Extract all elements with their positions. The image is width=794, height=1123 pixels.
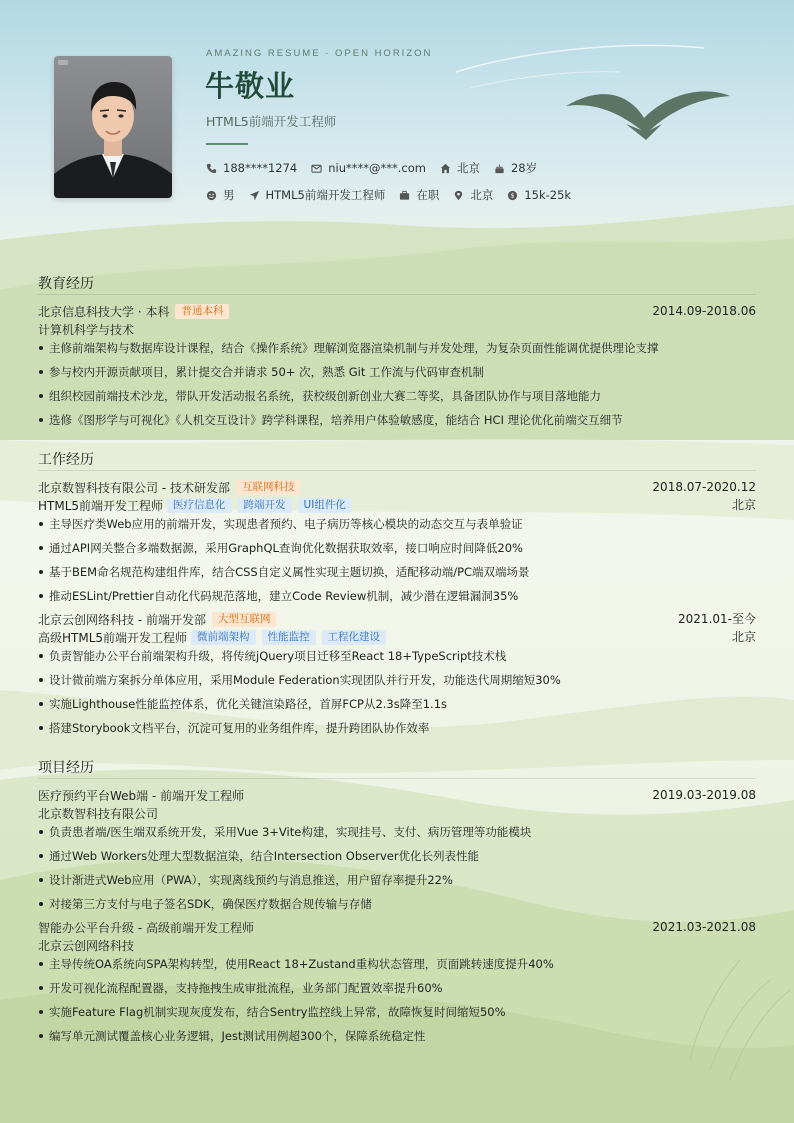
work-city: 北京 (731, 498, 756, 512)
list-item: 选修《图形学与可视化》《人机交互设计》跨学科课程，培养用户体验敏感度，能结合 HCI 理论优化前端交互细节 (38, 408, 756, 432)
cake-icon (494, 163, 505, 174)
school-type-tag: 普通本科 (175, 304, 229, 319)
list-item: 搭建Storybook文档平台，沉淀可复用的业务组件库，提升跨团队协作效率 (38, 716, 756, 740)
location-item (440, 160, 480, 176)
work-date: 2021.01-至今 (678, 612, 756, 626)
education-bullets (38, 336, 756, 432)
age-text: 28岁 (510, 161, 538, 175)
role-name: 高级HTML5前端开发工程师 (38, 630, 188, 645)
target-position-item (249, 187, 386, 203)
age-item (494, 160, 537, 176)
list-item: 开发可视化流程配置器，支持拖拽生成审批流程，业务部门配置效率提升60% (38, 976, 756, 1000)
work-bullets (38, 644, 756, 740)
list-item: 设计微前端方案拆分单体应用，采用Module Federation实现团队并行开发，功能迭代周期缩短30% (38, 668, 756, 692)
email-item (311, 161, 426, 175)
skill-tag: 工程化建设 (322, 630, 387, 645)
send-icon (249, 190, 260, 201)
skill-tag: 性能监控 (262, 630, 316, 645)
title-divider (206, 143, 248, 145)
skill-tag: 医疗信息化 (167, 498, 232, 513)
list-item: 主修前端架构与数据库设计课程，结合《操作系统》理解浏览器渲染机制与并发处理，为复杂页面性能调优提供理论支撑 (38, 336, 756, 360)
list-item: 组织校园前端技术沙龙，带队开发活动报名系统，获校级创新创业大赛二等奖，具备团队协作与项目落地能力 (38, 384, 756, 408)
work-date: 2018.07-2020.12 (652, 480, 756, 494)
school-name: 北京信息科技大学 · 本科 (38, 304, 170, 319)
work-bullets (38, 512, 756, 608)
industry-tag: 大型互联网 (212, 612, 277, 627)
phone-icon (206, 163, 217, 174)
list-item: 主导医疗类Web应用的前端开发，实现患者预约、电子病历等核心模块的动态交互与表单验证 (38, 512, 756, 536)
email-icon (311, 163, 322, 174)
home-icon (440, 163, 451, 174)
company-name: 北京云创网络科技 - 前端开发部 (38, 612, 206, 627)
skill-tag: UI组件化 (298, 498, 352, 513)
role-name: HTML5前端开发工程师 (38, 498, 164, 513)
work-entry-header (38, 610, 756, 628)
project-company: 北京数智科技有限公司 (38, 806, 159, 821)
list-item: 参与校内开源贡献项目，累计提交合并请求 50+ 次，熟悉 Git 工作流与代码审查机制 (38, 360, 756, 384)
salary-item (507, 188, 571, 202)
list-item: 通过Web Workers处理大型数据渲染，结合Intersection Observer优化长列表性能 (38, 844, 756, 868)
list-item: 负责患者端/医生端双系统开发，采用Vue 3+Vite构建，实现挂号、支付、病历管理等功能模块 (38, 820, 756, 844)
projects-heading: 项目经历 (38, 760, 94, 776)
status-item (399, 187, 439, 203)
gender-item (206, 187, 235, 203)
project-entry-header (38, 918, 756, 936)
contact-info-row (206, 160, 551, 176)
list-item: 基于BEM命名规范构建组件库，结合CSS自定义属性实现主题切换，适配移动端/PC端双端场景 (38, 560, 756, 584)
work-city: 北京 (731, 630, 756, 644)
list-item: 主导传统OA系统向SPA架构转型，使用React 18+Zustand重构状态管理，页面跳转速度提升40% (38, 952, 756, 976)
project-name: 医疗预约平台Web端 - 前端开发工程师 (38, 788, 245, 803)
target-position-text: HTML5前端开发工程师 (265, 188, 386, 202)
project-bullets (38, 952, 756, 1048)
phone-text: 188****1274 (223, 161, 298, 175)
money-icon (507, 190, 518, 201)
skill-tag: 微前端架构 (191, 630, 256, 645)
gender-icon (206, 190, 217, 201)
list-item: 推动ESLint/Prettier自动化代码规范落地，建立Code Review机制，减少潜在逻辑漏洞35% (38, 584, 756, 608)
education-date: 2014.09-2018.06 (652, 304, 756, 318)
education-heading: 教育经历 (38, 276, 94, 292)
company-name: 北京数智科技有限公司 - 技术研发部 (38, 480, 230, 495)
list-item: 实施Lighthouse性能监控体系，优化关键渲染路径，首屏FCP从2.3s降至1.1s (38, 692, 756, 716)
email-text: niu****@***.com (328, 161, 426, 175)
list-item: 编写单元测试覆盖核心业务逻辑，Jest测试用例超300个，保障系统稳定性 (38, 1024, 756, 1048)
salary-text: 15k-25k (524, 188, 572, 202)
list-item: 设计渐进式Web应用（PWA），实现离线预约与消息推送，用户留存率提升22% (38, 868, 756, 892)
project-bullets (38, 820, 756, 916)
work-divider (38, 470, 756, 471)
target-city-item (453, 187, 493, 203)
candidate-name: 牛敬业 (205, 69, 296, 103)
profile-photo (54, 56, 172, 198)
list-item: 对接第三方支付与电子签名SDK，确保医疗数据合规传输与存储 (38, 892, 756, 916)
work-heading: 工作经历 (38, 452, 94, 468)
svg-text:$: $ (510, 191, 515, 200)
major: 计算机科学与技术 (38, 322, 135, 337)
work-entry-header (38, 478, 756, 496)
gender-text: 男 (223, 188, 235, 202)
project-company: 北京云创网络科技 (38, 938, 135, 953)
project-entry-header (38, 786, 756, 804)
project-name: 智能办公平台升级 - 高级前端开发工程师 (38, 920, 254, 935)
tagline: AMAZING RESUME · OPEN HORIZON (206, 48, 433, 59)
briefcase-icon (399, 190, 410, 201)
list-item: 通过API网关整合多端数据源，采用GraphQL查询优化数据获取效率，接口响应时间降低20% (38, 536, 756, 560)
project-date: 2019.03-2019.08 (652, 788, 756, 802)
project-date: 2021.03-2021.08 (652, 920, 756, 934)
status-text: 在职 (416, 188, 440, 202)
phone-item (206, 161, 297, 175)
projects-divider (38, 778, 756, 779)
industry-tag: 互联网科技 (236, 480, 301, 495)
map-pin-icon (453, 190, 464, 201)
job-title: HTML5前端开发工程师 (206, 114, 337, 129)
job-intent-row (206, 187, 585, 203)
education-entry-header (38, 302, 756, 320)
education-divider (38, 294, 756, 295)
list-item: 负责智能办公平台前端架构升级，将传统jQuery项目迁移至React 18+TypeScript技术栈 (38, 644, 756, 668)
list-item: 实施Feature Flag机制实现灰度发布，结合Sentry监控线上异常，故障恢复时间缩短50% (38, 1000, 756, 1024)
location-text: 北京 (456, 161, 480, 175)
target-city-text: 北京 (470, 188, 494, 202)
skill-tag: 跨端开发 (238, 498, 292, 513)
